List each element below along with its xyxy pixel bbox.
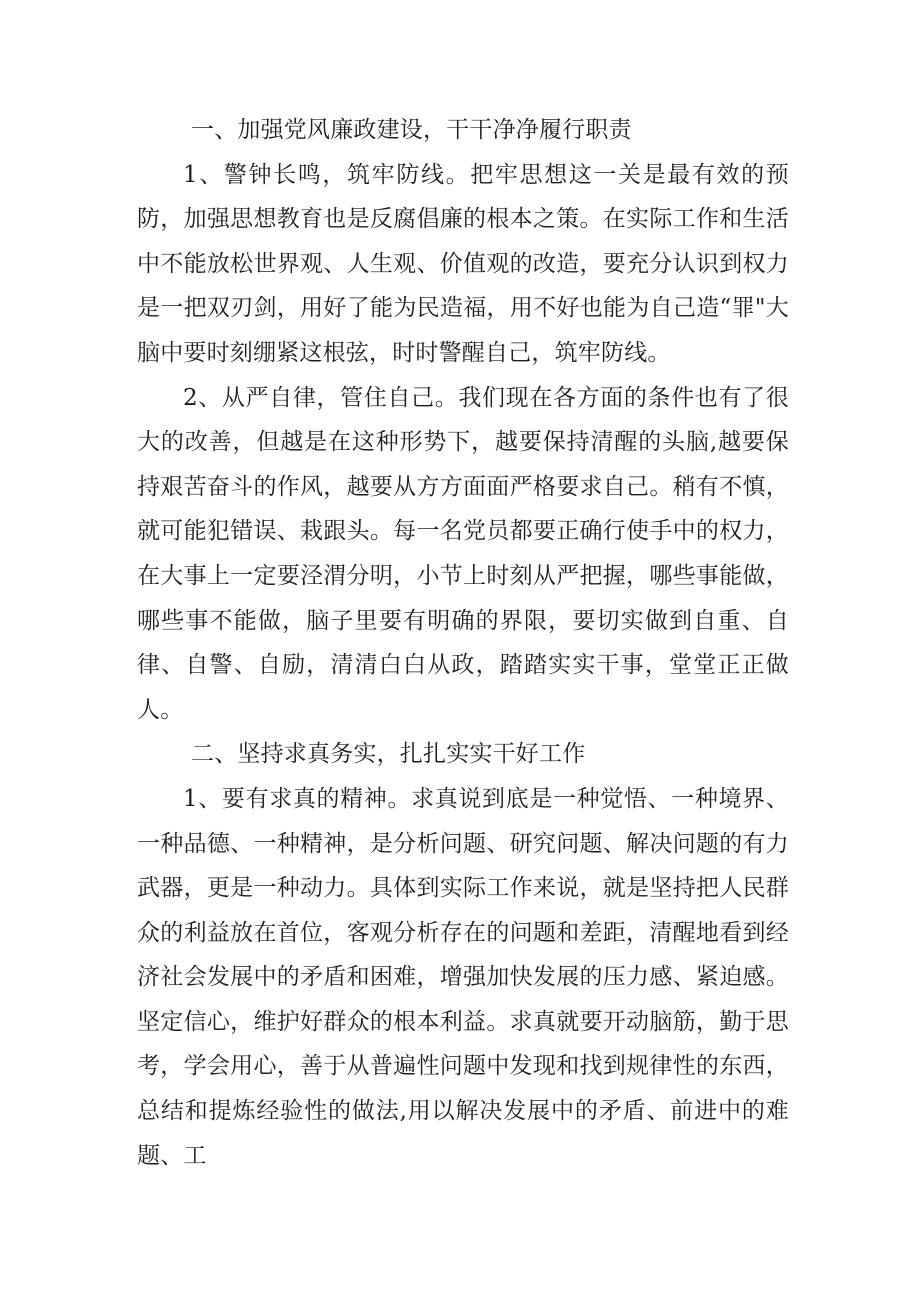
section-1-heading: 一、加强党风廉政建设，干干净净履行职责	[191, 117, 632, 143]
section-2-heading: 二、坚持求真务实，扎扎实实干好工作	[191, 741, 586, 768]
section-1-paragraph-2: 2、从严自律，管住自己。我们现在各方面的条件也有了很大的改善，但越是在这种形势下，越要保持清醒的头脑,越要保持艰苦奋斗的作风，越要从方方面面严格要求自己。稍有不慎，就可能犯错误、栽跟头。每一名党员都要正确行使手中的权力，在大事上一定要泾渭分明，小节上时刻从严把握，哪些事能做，哪些事不能做，脑子里要有明确的界限，要切实做到自重、自律、自警、自励，清清白白从政，踏踏实实干事，堂堂正正做人。	[137, 384, 789, 723]
section-2-paragraph-1: 1、要有求真的精神。求真说到底是一种觉悟、一种境界、一种品德、一种精神，是分析问题、研究问题、解决问题的有力武器，更是一种动力。具体到实际工作来说，就是坚持把人民群众的利益放在首位，客观分析存在的问题和差距，清醒地看到经济社会发展中的矛盾和困难，增强加快发展的压力感、紧迫感。坚定信心，维护好群众的根本利益。求真就要开动脑筋，勤于思考，学会用心，善于从普遍性问题中发现和找到规律性的东西，总结和提炼经验性的做法,用以解决发展中的矛盾、前进中的难题、工	[137, 785, 789, 1169]
section-1-paragraph-1: 1、警钟长鸣，筑牢防线。把牢思想这一关是最有效的预防，加强思想教育也是反腐倡廉的根本之策。在实际工作和生活中不能放松世界观、人生观、价值观的改造，要充分认识到权力是一把双刃剑，用好了能为民造福，用不好也能为自己造“罪"大脑中要时刻绷紧这根弦，时时警醒自己，筑牢防线。	[137, 161, 789, 366]
document-body	[137, 108, 789, 1178]
